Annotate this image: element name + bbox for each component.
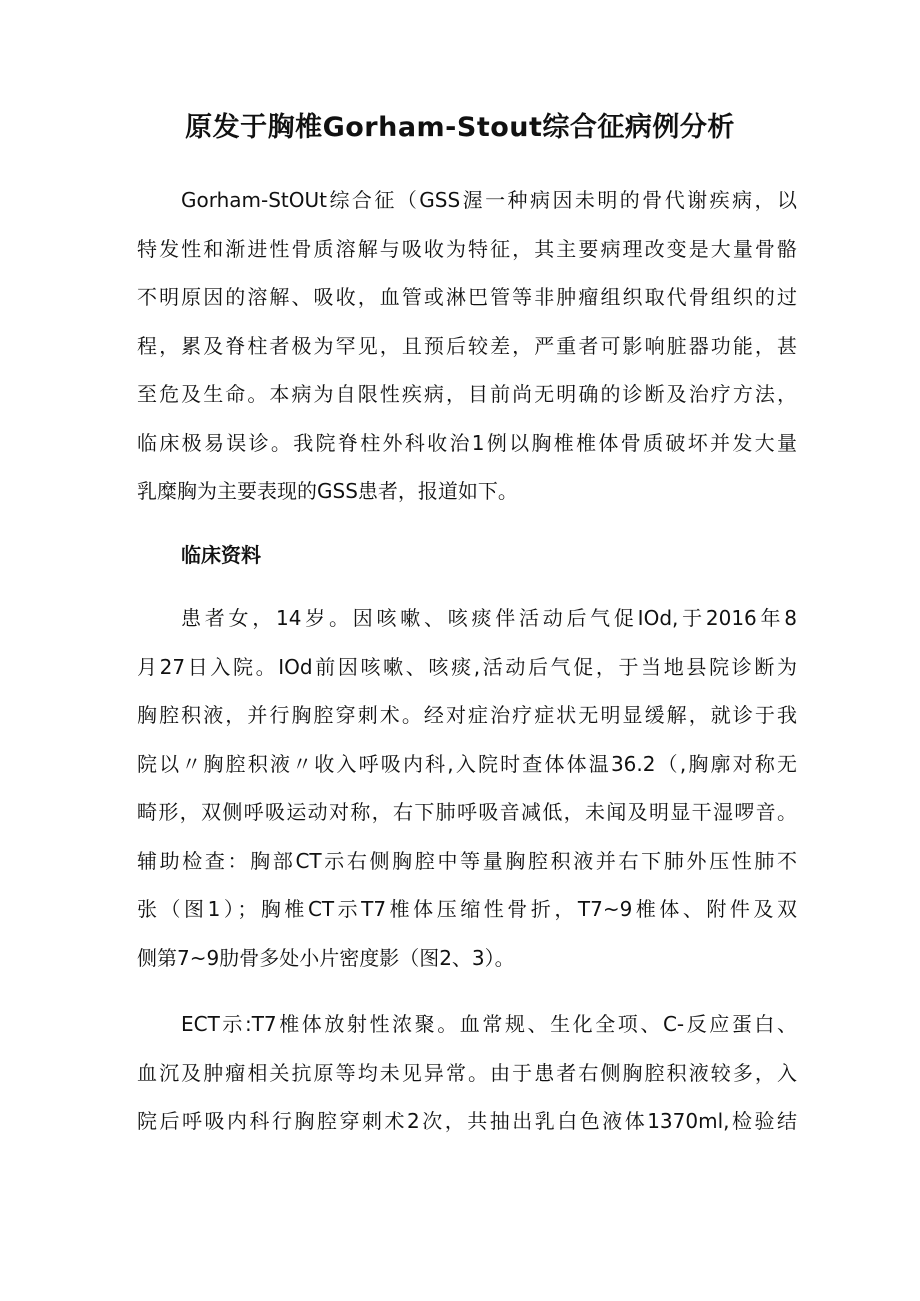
- paragraph-line: 侧第7~9肋骨多处小片密度影（图2、3）。: [137, 945, 515, 970]
- paragraph-line: 畸形，双侧呼吸运动对称，右下肺呼吸音减低，未闻及明显干湿啰音。: [137, 800, 797, 824]
- paragraph-line: 胸腔积液，并行胸腔穿刺术。经对症治疗症状无明显缓解，就诊于我: [137, 703, 797, 727]
- paragraph-line: 院以〃胸腔积液〃收入呼吸内科,入院时查体体温36.2（,胸廓对称无: [137, 751, 797, 776]
- paragraph-line: 张（图1）；胸椎CT示T7椎体压缩性骨折，T7~9椎体、附件及双: [137, 897, 797, 921]
- paragraph-line: 月27日入院。IOd前因咳嗽、咳痰,活动后气促，于当地县院诊断为: [137, 654, 797, 679]
- paragraph-line: 不明原因的溶解、吸收，血管或淋巴管等非肿瘤组织取代骨组织的过: [137, 285, 797, 309]
- paragraph-case-report: [137, 594, 797, 982]
- paragraph-line: 院后呼吸内科行胸腔穿刺术2次，共抽出乳白色液体1370ml,检验结: [137, 1109, 797, 1133]
- paragraph-line: 血沉及肿瘤相关抗原等均未见异常。由于患者右侧胸腔积液较多，入: [137, 1060, 797, 1085]
- paragraph-introduction: [137, 176, 797, 516]
- paragraph-examination: [137, 1000, 797, 1146]
- paragraph-line: ECT示:T7椎体放射性浓聚。血常规、生化全项、C-反应蛋白、: [181, 1012, 797, 1036]
- paragraph-line: 至危及生命。本病为自限性疾病，目前尚无明确的诊断及治疗方法，: [137, 382, 797, 406]
- paragraph-line: 程，累及脊柱者极为罕见，且预后较差，严重者可影响脏器功能，甚: [137, 333, 797, 358]
- paragraph-line: Gorham-StOUt综合征（GSS渥一种病因未明的骨代谢疾病，以: [181, 188, 797, 212]
- paragraph-line: 辅助检查：胸部CT示右侧胸腔中等量胸腔积液并右下肺外压性肺不: [137, 848, 797, 873]
- document-title: 原发于胸椎Gorham-Stout综合征病例分析: [185, 112, 735, 143]
- paragraph-line: 乳糜胸为主要表现的GSS患者，报道如下。: [137, 479, 518, 503]
- paragraph-line: 特发性和渐进性骨质溶解与吸收为特征，其主要病理改变是大量骨骼: [137, 236, 797, 261]
- paragraph-line: 临床极易误诊。我院脊柱外科收治1例以胸椎椎体骨质破坏并发大量: [137, 430, 797, 455]
- section-heading-clinical-data: 临床资料: [181, 543, 261, 567]
- paragraph-line: 患者女，14岁。因咳嗽、咳痰伴活动后气促IOd,于2016年8: [181, 606, 797, 630]
